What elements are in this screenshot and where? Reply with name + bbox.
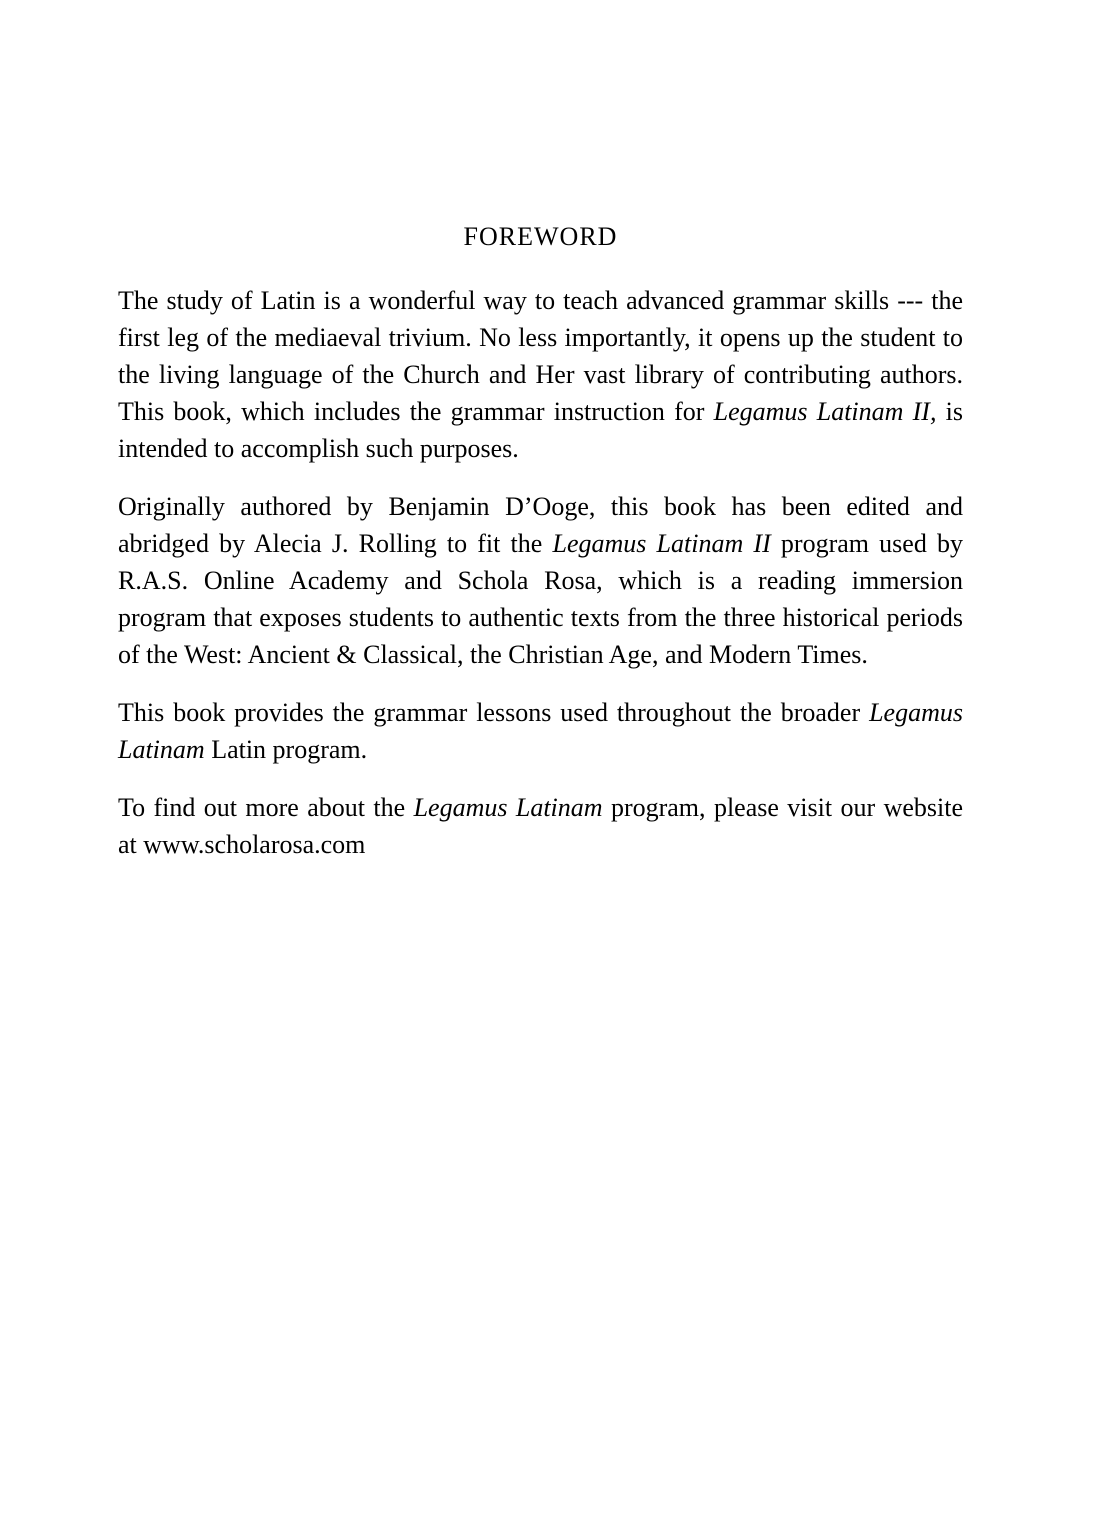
text-segment: Latin program.	[204, 735, 368, 764]
text-segment: To find out more about the	[118, 793, 414, 822]
paragraph	[118, 282, 963, 467]
text-segment: program, please visit our website at www.scholarosa.com	[118, 793, 963, 859]
italic-book-title: Legamus Latinam II	[552, 529, 771, 558]
text-segment: The study of Latin is a wonderful way to teach advanced grammar skills --- the first leg of the mediaeval trivium. No less importantly, it opens up the student to the living language of the Church and Her vast library of contributing authors. This book, which includes the grammar instruction for	[118, 286, 963, 426]
paragraph	[118, 694, 963, 768]
italic-book-title: Legamus Latinam II,	[713, 397, 937, 426]
italic-book-title: Legamus Latinam	[413, 793, 603, 822]
italic-book-title: Legamus Latinam	[118, 698, 963, 764]
paragraph	[118, 488, 963, 673]
text-segment: program used by R.A.S. Online Academy and Schola Rosa, which is a reading immersion program that exposes students to authentic texts from the three historical periods of the West: Ancient & Classical, the Christian Age, and Modern Times.	[118, 529, 963, 669]
foreword-body	[118, 282, 963, 863]
foreword-title: FOREWORD	[463, 222, 618, 251]
text-segment: is intended to accomplish such purposes.	[118, 397, 963, 463]
text-segment: This book provides the grammar lessons used throughout the broader	[118, 698, 870, 727]
text-segment: Originally authored by Benjamin D’Ooge, this book has been edited and abridged by Alecia J. Rolling to fit the	[118, 492, 963, 558]
paragraph	[118, 789, 963, 863]
